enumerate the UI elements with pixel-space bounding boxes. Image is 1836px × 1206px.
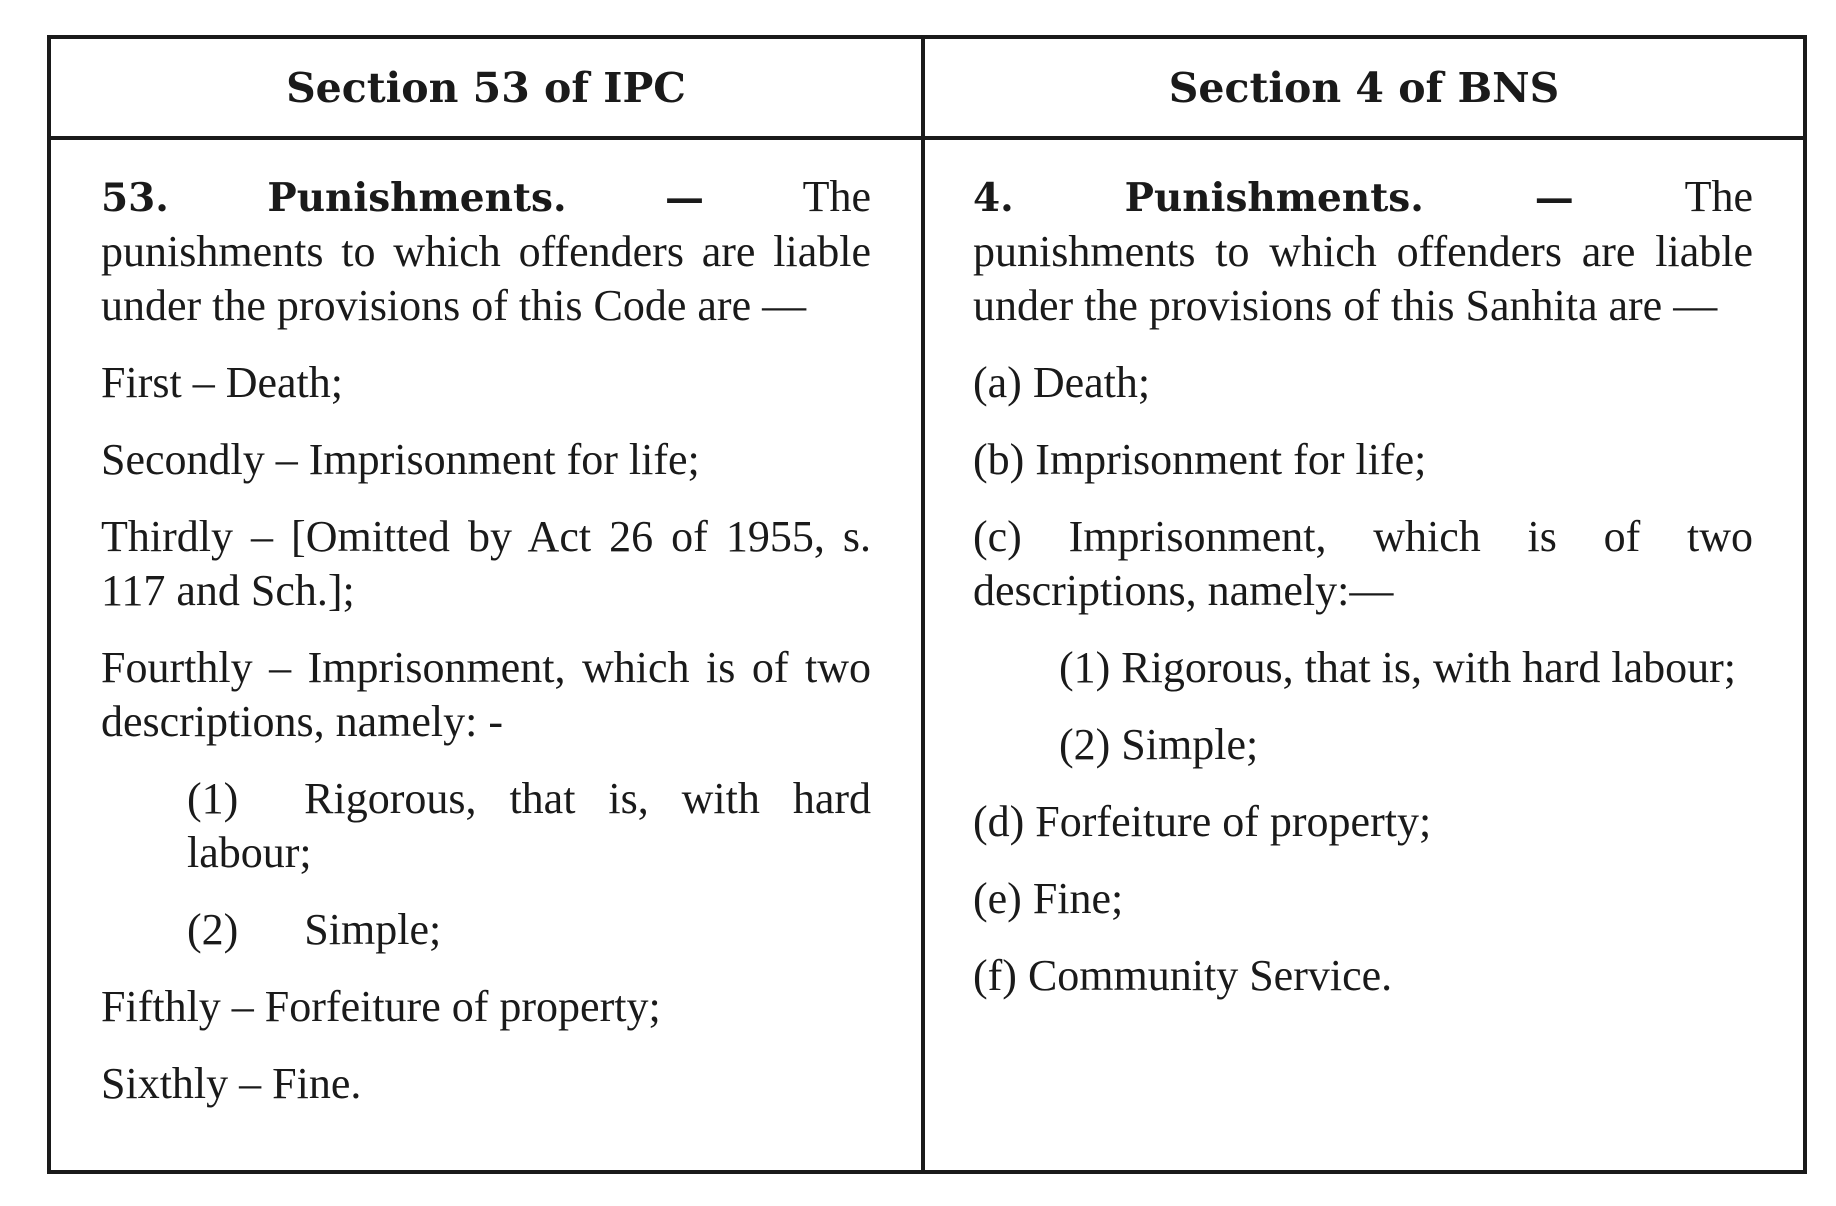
bns-item-c: (c) Imprisonment, which is of two descriptions, namely:— xyxy=(973,512,1753,615)
ipc-title-dash: — xyxy=(665,175,705,221)
bns-section-text xyxy=(925,140,1803,1170)
bns-section-number: 4. xyxy=(973,175,1014,221)
ipc-item-fifthly: Fifthly – Forfeiture of property; xyxy=(101,982,661,1031)
ipc-item-fourthly: Fourthly – Imprisonment, which is of two descriptions, namely: - xyxy=(101,643,871,746)
ipc-subitem-rigorous: (1) Rigorous, that is, with hard labour; xyxy=(187,774,882,877)
bns-column-header: Section 4 of BNS xyxy=(925,39,1803,140)
bns-subitem-rigorous: (1) Rigorous, that is, with hard labour; xyxy=(1059,643,1737,692)
bns-subitem-simple: (2) Simple; xyxy=(1059,720,1259,769)
ipc-intro-text: punishments to which offenders are liable under the provisions of this Code are — xyxy=(101,227,871,330)
ipc-subitem-simple: (2) Simple; xyxy=(187,905,442,954)
bns-item-a: (a) Death; xyxy=(973,358,1151,407)
ipc-item-first: First – Death; xyxy=(101,358,343,407)
ipc-intro-first-word: The xyxy=(802,172,871,221)
ipc-section-text xyxy=(51,140,925,1170)
ipc-item-sixthly: Sixthly – Fine. xyxy=(101,1059,362,1108)
bns-intro-text: punishments to which offenders are liable under the provisions of this Sanhita are — xyxy=(973,227,1753,330)
ipc-item-thirdly: Thirdly – [Omitted by Act 26 of 1955, s. 117 and Sch.]; xyxy=(101,512,871,615)
bns-item-e: (e) Fine; xyxy=(973,874,1124,923)
ipc-section-title: Punishments. xyxy=(267,175,567,221)
bns-intro xyxy=(973,170,1753,333)
ipc-item-secondly: Secondly – Imprisonment for life; xyxy=(101,435,700,484)
bns-intro-first-word: The xyxy=(1684,172,1753,221)
ipc-intro xyxy=(101,170,871,333)
bns-title-dash: — xyxy=(1534,175,1574,221)
ipc-section-number: 53. xyxy=(101,175,169,221)
bns-section-title: Punishments. xyxy=(1124,175,1424,221)
ipc-column-header: Section 53 of IPC xyxy=(51,39,925,140)
bns-item-b: (b) Imprisonment for life; xyxy=(973,435,1427,484)
comparison-table xyxy=(47,35,1807,1174)
bns-item-f: (f) Community Service. xyxy=(973,951,1393,1000)
bns-item-d: (d) Forfeiture of property; xyxy=(973,797,1432,846)
